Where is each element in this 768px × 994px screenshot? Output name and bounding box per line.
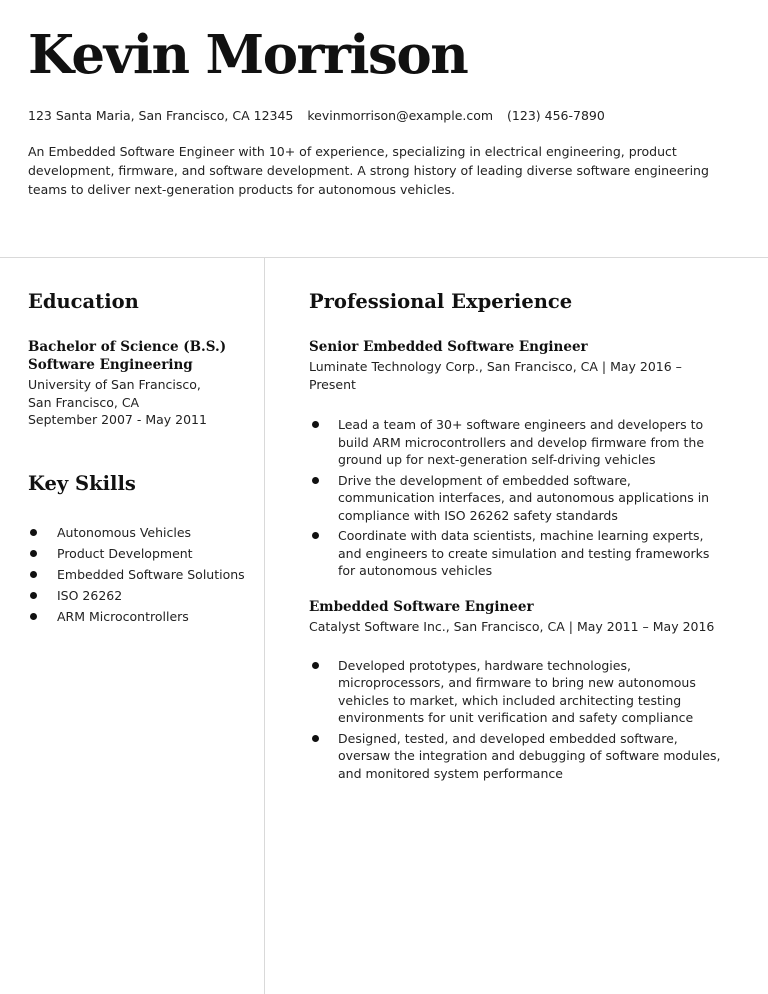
list-item: Lead a team of 30+ software engineers and developers to build ARM microcontrollers and develop firmware from the ground up for next-generation self-driving vehicles — [309, 416, 729, 469]
key-skills-heading: Key Skills — [28, 472, 136, 495]
list-item: ISO 26262 — [28, 585, 245, 606]
education-entry — [28, 338, 258, 429]
candidate-name: Kevin Morrison — [28, 24, 468, 86]
job-entry — [309, 338, 729, 583]
email: kevinmorrison@example.com — [307, 108, 494, 123]
job-bullets — [309, 416, 729, 580]
column-divider — [264, 258, 265, 994]
header-divider — [0, 257, 768, 258]
contact-line — [28, 107, 615, 125]
education-details — [28, 376, 258, 429]
list-item: Drive the development of embedded software, communication interfaces, and autonomous applications in compliance with ISO 26262 safety standards — [309, 472, 729, 525]
list-item: Developed prototypes, hardware technologies, microprocessors, and firmware to bring new autonomous vehicles to market, which included architecting testing environments for unit verification and safety compliance — [309, 657, 729, 727]
job-entry — [309, 598, 729, 785]
list-item: ARM Microcontrollers — [28, 606, 245, 627]
job-meta: Catalyst Software Inc., San Francisco, CA | May 2011 – May 2016 — [309, 619, 715, 634]
education-heading: Education — [28, 290, 139, 313]
school-location: San Francisco, CA — [28, 394, 140, 410]
job-meta: Luminate Technology Corp., San Francisco, CA | May 2016 – Present — [309, 359, 682, 392]
list-item: Coordinate with data scientists, machine learning experts, and engineers to create simulation and testing frameworks for autonomous vehicles — [309, 527, 729, 580]
list-item: Product Development — [28, 543, 245, 564]
education-dates: September 2007 - May 2011 — [28, 412, 207, 427]
experience-heading: Professional Experience — [309, 290, 573, 313]
skills-list — [28, 522, 245, 627]
list-item: Autonomous Vehicles — [28, 522, 245, 543]
phone: (123) 456-7890 — [507, 108, 605, 123]
address: 123 Santa Maria, San Francisco, CA 12345 — [28, 108, 294, 123]
major: Software Engineering — [28, 357, 193, 373]
degree: Bachelor of Science (B.S.) — [28, 339, 227, 355]
job-bullets — [309, 657, 729, 783]
list-item: Designed, tested, and developed embedded software, oversaw the integration and debugging of software modules, and monitored system performance — [309, 730, 729, 783]
job-title: Embedded Software Engineer — [309, 599, 534, 615]
professional-summary: An Embedded Software Engineer with 10+ of experience, specializing in electrical engineering, product development, firmware, and software development. A strong history of leading diverse software engineering teams to deliver next-generation products for autonomous vehicles. — [28, 144, 709, 197]
school: University of San Francisco, — [28, 377, 201, 392]
list-item: Embedded Software Solutions — [28, 564, 245, 585]
job-title: Senior Embedded Software Engineer — [309, 339, 588, 355]
